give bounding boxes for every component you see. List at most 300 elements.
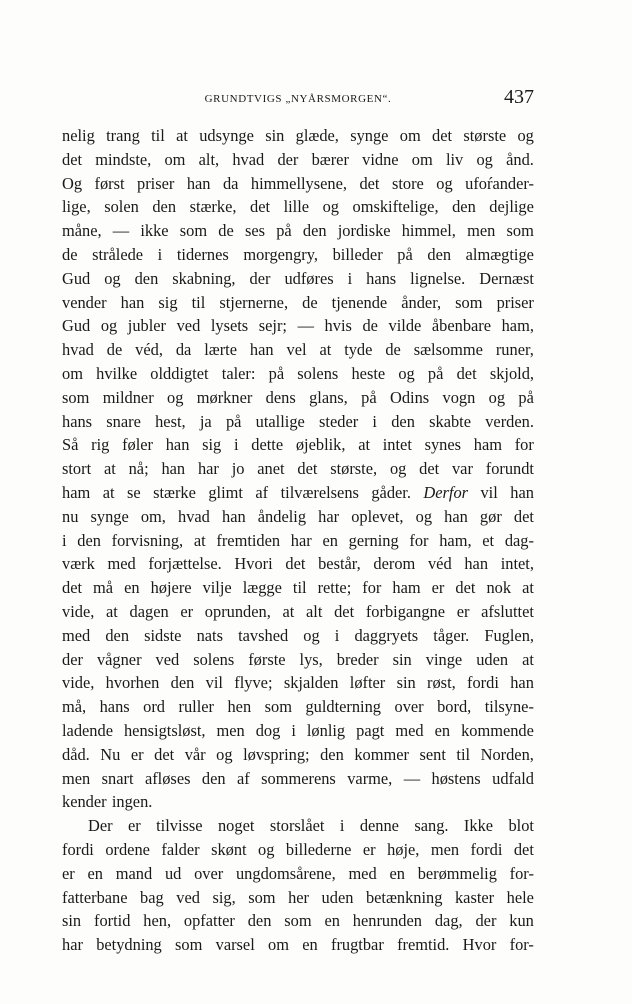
word: den [320,744,344,764]
word: til [456,744,471,764]
word: synes [424,435,462,455]
text-line [62,267,534,291]
word: sidste [144,625,182,645]
word: stort [62,459,92,479]
word: først [94,173,125,193]
word: glans, [309,387,348,407]
running-head: GRUNDTVIGS „NYÅRSMORGEN“. [204,93,392,105]
word: og [303,625,320,645]
word: og [415,506,433,526]
word: det [455,578,476,598]
word: udsynge [199,126,254,145]
word: om [399,126,421,145]
word: over [394,697,424,717]
word: på [361,387,377,407]
word: med [62,625,91,645]
word: nå; [128,459,149,479]
word: øjeblik, [295,435,346,455]
word: det [359,173,380,193]
word: som [175,935,203,955]
word: hvilke [96,363,138,383]
word: hvorhen [105,673,160,693]
word: og [488,387,506,407]
text-line [62,790,534,814]
word: Gud [62,316,91,336]
word: stærke [153,482,196,502]
word: hensigtsløst, [123,720,206,740]
text-line [62,624,534,648]
word: den [302,221,327,241]
text-line [62,909,534,933]
text-line [62,148,534,172]
body-text [62,124,534,957]
word: vågner [96,649,142,669]
word: den [427,244,452,264]
word: en [124,578,140,598]
word: første [248,649,286,669]
word: lysets [210,316,249,336]
word: som [455,292,483,312]
word: intet, [500,554,534,574]
word: berømmelig [417,863,497,883]
word: største [463,126,507,145]
word: med [395,720,424,740]
word: til [292,578,307,598]
word: at [106,601,118,621]
word: lønlig [306,720,346,740]
word: afsluttet [481,601,534,621]
word: han [222,506,246,526]
word: vil [480,482,498,502]
word: hvad [178,506,210,526]
word: stærke, [189,197,237,217]
word: hele [506,887,534,907]
word: guldterning [305,697,382,717]
word: måne, [62,221,102,241]
word: alt [306,601,323,621]
word: dag, [434,911,463,931]
word: stjernerne, [219,292,289,312]
word: den [77,530,101,550]
word: det [334,601,355,621]
word: jordiske [337,221,391,241]
word: omskiftelige, [352,197,439,217]
word: sælsomme [413,340,483,360]
word: jo [231,459,245,479]
word: en [302,935,318,955]
word: som [506,221,534,241]
word: er [362,839,376,859]
word: Norden, [480,744,534,764]
word: men [467,221,496,241]
text-line [62,743,534,767]
word: — [403,768,421,788]
word: himmellysene, [250,173,347,193]
word: det [62,578,83,598]
text-line [62,124,534,148]
word: tilsyne- [484,697,534,717]
word: intet [382,435,412,455]
text-line [62,433,534,457]
word: en [434,720,451,740]
word: skabning, [172,268,236,288]
word: det [432,126,453,145]
word: og [258,839,275,859]
word: Odins [389,387,430,407]
word: sommerens [261,768,336,788]
word: strålede [92,244,144,264]
word: det [297,459,318,479]
word: forjættelse. [148,554,222,574]
word: i [334,625,340,645]
word: det [456,363,477,383]
word: en [389,863,405,883]
word: flyve; [234,673,273,693]
word: Hvor [462,935,497,955]
word: og [476,149,493,169]
word: varme, [347,768,393,788]
text-line [62,291,534,315]
word: runer, [495,340,534,360]
word: ruller [178,697,214,717]
word: uden [321,887,354,907]
word: og [436,173,453,193]
word: himmel, [401,221,456,241]
word: — [112,221,130,241]
word: dog [255,720,281,740]
word: de [218,221,234,241]
word: der [249,268,271,288]
word: vide, [62,601,95,621]
word: skjold, [489,363,534,383]
word: ladende [62,720,113,740]
word: om [268,935,289,955]
word: i [157,244,163,264]
word: ord [143,697,165,717]
text-line [62,719,534,743]
word: derom [373,554,416,574]
word: véd [427,554,452,574]
word: han [161,459,186,479]
word: som [62,387,90,407]
word: véd, [135,340,163,360]
word: om [62,363,83,383]
word: priser [137,173,175,193]
word: høstens [431,768,481,788]
word: Derfor [423,482,469,502]
word: har [197,459,219,479]
word: for [362,578,382,598]
word: betydning [96,935,162,955]
word: for [514,435,534,455]
word: at [522,649,534,669]
word: han [186,173,211,193]
word: synge [90,506,129,526]
text-line [62,648,534,672]
word: som [179,221,208,241]
word: høje, [387,839,420,859]
word: tavshed [238,625,289,645]
word: lignelse. [410,268,466,288]
word: bag [140,887,164,907]
word: sin [396,673,416,693]
word: ham [62,482,91,502]
word: i [291,720,296,740]
word: forundt [485,459,534,479]
word: vel [286,340,307,360]
word: snare [106,411,141,431]
word: udfald [492,768,534,788]
word: pagt [356,720,385,740]
word: utallige [255,411,305,431]
word: trang [106,126,140,145]
word: at [103,459,116,479]
word: er [62,863,75,883]
text-line [62,386,534,410]
word: hvad [232,149,265,169]
word: her [288,887,310,907]
word: af [255,482,269,502]
word: løvspring; [243,744,310,764]
word: med [107,554,136,574]
word: kender [62,792,107,812]
word: hans [366,268,397,288]
word: ud [164,863,182,883]
word: nu [62,506,79,526]
word: på [276,221,292,241]
word: Hvori [234,554,273,574]
word: og [100,316,118,336]
word: som [248,887,276,907]
word: henrunden [352,911,422,931]
word: mand [115,863,153,883]
word: røst, [427,673,456,693]
word: at [176,126,188,145]
word: han [249,340,274,360]
word: der [475,911,497,931]
word: Der [88,816,113,836]
word: om [411,149,433,169]
word: ordene [105,839,150,859]
word: rette; [317,578,352,598]
word: nok [486,578,512,598]
word: ved [176,316,201,336]
word: på [225,411,242,431]
word: sin [62,911,82,931]
word: nelig [62,126,95,145]
word: at [522,578,534,598]
word: ånd. [506,149,534,169]
word: denne [359,816,399,836]
word: den [201,768,226,788]
text-line [62,767,534,791]
word: ja [199,411,212,431]
word: vide, [62,673,95,693]
word: den [152,197,177,217]
word: sejr; [258,316,287,336]
word: har [290,530,312,550]
word: og [517,126,534,145]
word: og [216,744,233,764]
word: ham [392,578,421,598]
word: skjalden [283,673,339,693]
word: sig [158,292,178,312]
word: det [285,554,306,574]
word: oprunden, [204,601,271,621]
word: og [398,363,415,383]
word: til [151,126,165,145]
word: en [322,530,338,550]
word: Fuglen, [484,625,534,645]
word: Nu [100,744,121,764]
word: ikke [140,221,169,241]
word: solens [297,363,339,383]
word: vår [184,744,206,764]
word: den [170,673,195,693]
word: lærte [204,340,238,360]
word: åbenbare [431,316,492,336]
word: må, [62,697,87,717]
word: hest, [155,411,186,431]
word: Dernæst [479,268,534,288]
word: sent [419,744,446,764]
word: tilværelsens [280,482,359,502]
text-line [62,671,534,695]
word: glimt [208,482,243,502]
word: Så [62,435,79,455]
word: højere [150,578,192,598]
text-line [62,505,534,529]
word: må [93,578,114,598]
word: som [264,697,292,717]
word: vil [205,673,223,693]
word: opfatter [183,911,235,931]
word: men [62,768,91,788]
word: da [175,340,192,360]
word: ses [244,221,266,241]
word: heste [351,363,386,383]
word: på [268,363,285,383]
word: billederne [285,839,352,859]
word: han [510,482,534,502]
word: fremtid. [397,935,450,955]
word: dens [265,387,296,407]
word: ham, [439,530,472,550]
word: vilje [202,578,232,598]
word: fordi [62,839,94,859]
word: mindste, [95,149,152,169]
word: tyde [344,340,373,360]
word: ånder, [401,292,442,312]
word: består, [318,554,361,574]
word: værk [62,554,95,574]
word: de [62,244,78,264]
word: store [391,173,424,193]
word: af [236,768,250,788]
word: dåd. [62,744,90,764]
word: olddigtet [150,363,209,383]
word: tilvisse [156,816,203,836]
word: lys, [299,649,323,669]
word: lægge [242,578,282,598]
word: lige, [62,197,91,217]
word: kommende [461,720,534,740]
word: løfter [349,673,386,693]
word: steder [319,411,359,431]
word: det [513,839,534,859]
word: forvisning, [111,530,184,550]
word: på [518,387,534,407]
word: gør [479,506,502,526]
word: ungdomsårene, [235,863,336,883]
text-line [62,243,534,267]
word: over [194,863,224,883]
word: mørkner [196,387,253,407]
word: se [126,482,141,502]
word: den [247,911,272,931]
word: om [164,149,186,169]
word: det [250,197,271,217]
word: kommer [354,744,409,764]
word: betænkning [365,887,443,907]
word: på [427,363,444,383]
word: vidne [362,149,399,169]
word: ved [155,649,180,669]
word: Gud [62,268,91,288]
word: Og [62,173,83,193]
word: til [191,292,206,312]
word: åndelig [257,506,307,526]
word: lille [283,197,310,217]
word: er [431,578,445,598]
text-line [62,600,534,624]
text-line [62,314,534,338]
word: forbigangne [365,601,446,621]
word: han [464,554,489,574]
word: solen [104,197,139,217]
word: han [165,435,190,455]
word: i [233,435,239,455]
word: solens [193,649,235,669]
word: og [167,387,184,407]
word: nats [196,625,223,645]
word: gåder. [371,482,411,502]
word: men [430,839,460,859]
word: for [409,530,429,550]
word: skønt [211,839,247,859]
word: tåger. [433,625,470,645]
word: ham [473,435,502,455]
word: kaster [454,887,495,907]
word: den [105,625,130,645]
word: fordi [467,673,499,693]
word: ingen. [111,792,153,812]
word: det [419,459,440,479]
word: falder [161,839,200,859]
word: vender [62,292,107,312]
word: daggryets [354,625,419,645]
word: er [130,744,144,764]
word: i [372,411,377,431]
word: sig, [212,887,236,907]
word: har [318,506,340,526]
word: som [284,911,312,931]
word: var [451,459,473,479]
word: skabte [429,411,471,431]
word: dag- [504,530,534,550]
word: fordi [470,839,503,859]
word: og [104,268,121,288]
